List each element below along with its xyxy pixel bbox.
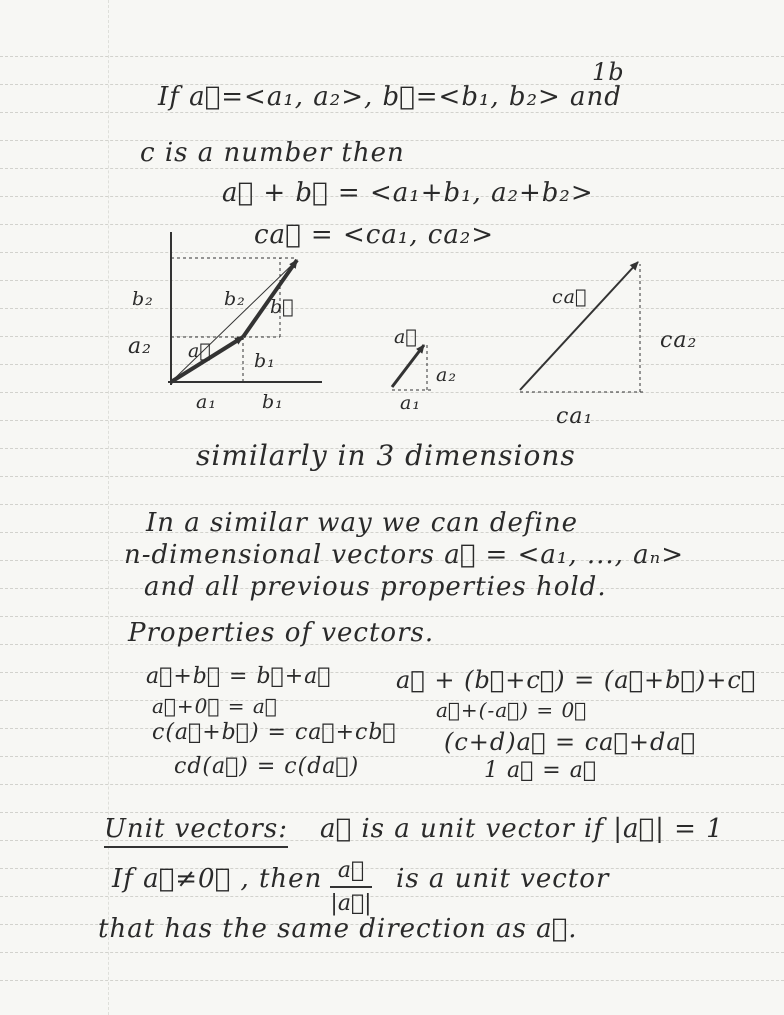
fraction-numerator: a⃗ (337, 858, 365, 883)
label-small-a2: a₂ (436, 364, 457, 386)
label-ca1: ca₁ (556, 404, 594, 429)
unit-line-3: that has the same direction as a⃗. (98, 914, 578, 944)
property-right-4: 1 a⃗ = a⃗ (484, 758, 598, 783)
label-vector-b: b⃗ (270, 296, 295, 318)
unit-line-2-start: If a⃗≠0⃗ , then (112, 864, 323, 894)
label-ca2: ca₂ (660, 328, 698, 353)
normalized-fraction (330, 858, 372, 916)
ndim-line-3: and all previous properties hold. (144, 572, 607, 602)
vector-ca-arrow (520, 262, 638, 390)
property-right-2: a⃗+(-a⃗) = 0⃗ (436, 698, 588, 722)
unit-line-2-end: is a unit vector (396, 864, 610, 894)
fraction-bar (330, 886, 372, 888)
label-a1-axis: a₁ (196, 391, 217, 413)
unit-vector-definition: a⃗ is a unit vector if |a⃗| = 1 (320, 814, 724, 844)
definition-line-1: If a⃗=<a₁, a₂>, b⃗=<b₁, b₂> and (158, 82, 622, 112)
similarly-line: similarly in 3 dimensions (196, 439, 576, 472)
property-left-3: c(a⃗+b⃗) = ca⃗+cb⃗ (152, 720, 397, 745)
label-small-a: a⃗ (394, 326, 418, 348)
small-vector-diagram (392, 345, 434, 390)
label-b1-inner: b₁ (254, 350, 276, 372)
property-right-1: a⃗ + (b⃗+c⃗) = (a⃗+b⃗)+c⃗ (396, 666, 757, 694)
property-left-4: cd(a⃗) = c(da⃗) (174, 754, 360, 779)
small-vector-a-arrow (392, 345, 424, 387)
properties-heading: Properties of vectors. (128, 618, 435, 648)
label-a2-axis: a₂ (128, 334, 152, 359)
label-b1-axis: b₁ (262, 391, 284, 413)
ndim-line-1: In a similar way we can define (146, 508, 578, 538)
fraction-denominator: |a⃗| (330, 891, 372, 916)
ndim-line-2: n-dimensional vectors a⃗ = <a₁, ..., aₙ> (124, 540, 684, 570)
label-ca: ca⃗ (552, 286, 588, 308)
label-small-a1: a₁ (400, 392, 421, 414)
label-vector-a: a⃗ (188, 340, 212, 362)
scaled-vector-diagram (520, 262, 645, 392)
property-right-3: (c+d)a⃗ = ca⃗+da⃗ (444, 728, 697, 756)
property-left-1: a⃗+b⃗ = b⃗+a⃗ (146, 664, 332, 689)
unit-vectors-underlined: Unit vectors: (104, 814, 288, 848)
property-left-2: a⃗+0⃗ = a⃗ (152, 694, 278, 718)
label-b2-axis: b₂ (132, 288, 154, 310)
unit-vectors-heading (104, 816, 288, 842)
page-number: 1b (592, 58, 625, 86)
vector-sum-arrow (171, 260, 297, 382)
vector-sum-formula: a⃗ + b⃗ = <a₁+b₁, a₂+b₂> (222, 178, 594, 208)
scalar-multiple-formula: ca⃗ = <ca₁, ca₂> (254, 220, 495, 250)
definition-line-2: c is a number then (140, 138, 405, 168)
label-b2-inner: b₂ (224, 288, 246, 310)
